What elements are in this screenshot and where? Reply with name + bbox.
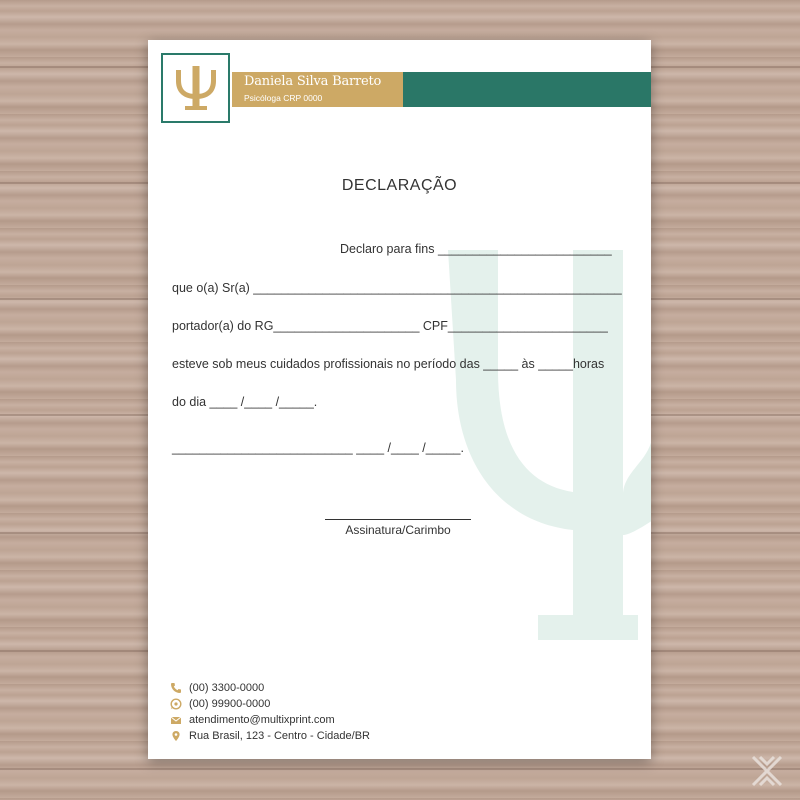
contact-whatsapp bbox=[170, 698, 270, 710]
declaration-line-2: que o(a) Sr(a) _____________________________________________________ bbox=[172, 281, 622, 295]
contact-address bbox=[170, 730, 370, 742]
header-accent-bar bbox=[403, 72, 651, 107]
whatsapp-icon bbox=[170, 698, 182, 710]
location-date-line: __________________________ ____ /____ /_____. bbox=[172, 441, 464, 455]
document-title: DECLARAÇÃO bbox=[341, 177, 458, 194]
declaration-line-3: portador(a) do RG_____________________ CPF_______________________ bbox=[172, 319, 608, 333]
contact-address-text: Rua Brasil, 123 - Centro - Cidade/BR bbox=[189, 730, 370, 742]
contact-whatsapp-text: (00) 99900-0000 bbox=[189, 698, 271, 710]
contact-phone bbox=[170, 682, 264, 694]
signature-rule bbox=[325, 519, 471, 520]
brand-corner-icon bbox=[748, 752, 786, 790]
declaration-line-1: Declaro para fins _________________________ bbox=[340, 242, 612, 256]
contact-email bbox=[170, 714, 335, 726]
location-icon bbox=[170, 730, 182, 742]
professional-subtitle: Psicóloga CRP 0000 bbox=[244, 93, 323, 103]
contact-phone-text: (00) 3300-0000 bbox=[189, 682, 265, 694]
letterhead-sheet bbox=[148, 40, 651, 759]
signature-label: Assinatura/Carimbo bbox=[345, 523, 451, 537]
professional-name: Daniela Silva Barreto bbox=[244, 74, 382, 89]
logo-box bbox=[161, 53, 230, 123]
phone-icon bbox=[170, 682, 182, 694]
psi-logo-icon bbox=[168, 60, 224, 116]
email-icon bbox=[170, 714, 182, 726]
declaration-line-4: esteve sob meus cuidados profissionais no período das _____ às _____horas bbox=[172, 357, 605, 371]
contact-email-text: atendimento@multixprint.com bbox=[189, 714, 335, 726]
declaration-line-5: do dia ____ /____ /_____. bbox=[172, 395, 318, 409]
header-name-bar bbox=[232, 72, 403, 107]
